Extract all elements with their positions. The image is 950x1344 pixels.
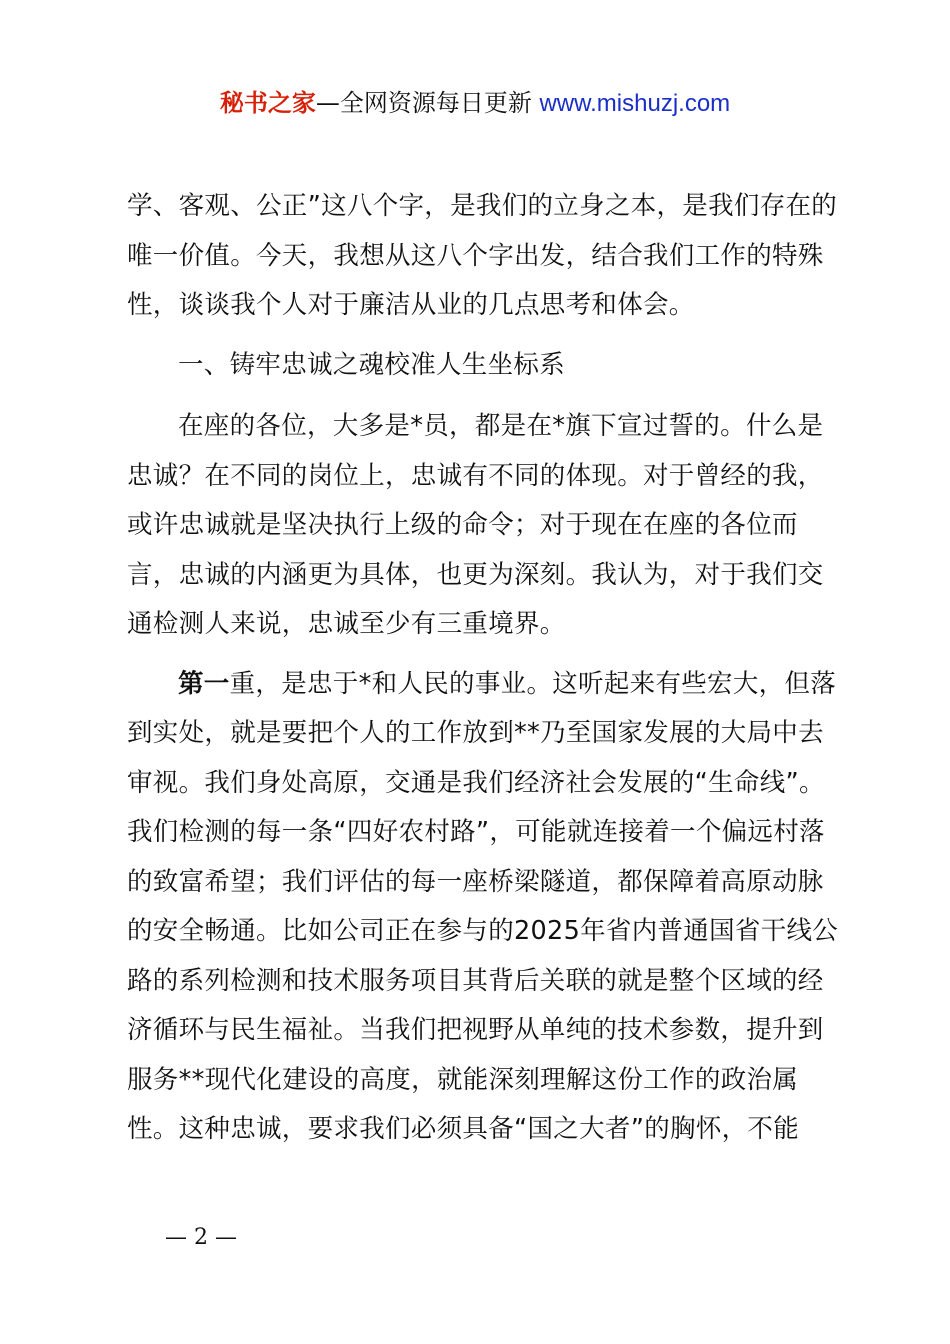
site-header [0,86,950,121]
section-heading: 一、铸牢忠诚之魂校准人生坐标系 [178,349,566,380]
paragraph-loyalty-intro: 在座的各位，大多是*员，都是在*旗下宣过誓的。什么是忠诚？在不同的岗位上，忠诚有不同的体现。对于曾经的我，或许忠诚就是坚决执行上级的命令；对于现在在座的各位而言，忠诚的内涵更为具体，也更为深刻。我认为，对于我们交通检测人来说，忠诚至少有三重境界。 [127,411,824,639]
header-tagline: —全网资源每日更新 [315,89,532,117]
page-number: — 2 — [165,1225,237,1250]
site-url[interactable]: www.mishuzj.com [539,90,731,117]
paragraph-first-level-text: 重，是忠于*和人民的事业。这听起来有些宏大，但落到实处，就是要把个人的工作放到**乃至国家发展的大局中去审视。我们身处高原，交通是我们经济社会发展的“生命线”。我们检测的每一条“四好农村路”，可能就连接着一个偏远村落的致富希望；我们评估的每一座桥梁隧道，都保障着高原动脉的安全畅通。比如公司正在参与的2025年省内普通国省干线公路的系列检测和技术服务项目其背后关联的就是整个区域的经济循环与民生福祉。当我们把视野从单纯的技术参数，提升到服务**现代化建设的高度，就能深刻理解这份工作的政治属性。这种忠诚，要求我们必须具备“国之大者”的胸怀，不能 [127,668,839,1144]
paragraph-intro-continued: 学、客观、公正”这八个字，是我们的立身之本，是我们存在的唯一价值。今天，我想从这八个字出发，结合我们工作的特殊性，谈谈我个人对于廉洁从业的几点思考和体会。 [127,191,838,320]
paragraph-lead-bold: 第一 [178,668,230,699]
brand-name: 秘书之家 [219,89,316,117]
document-body [127,182,847,1155]
paragraph-first-level [127,660,847,1155]
